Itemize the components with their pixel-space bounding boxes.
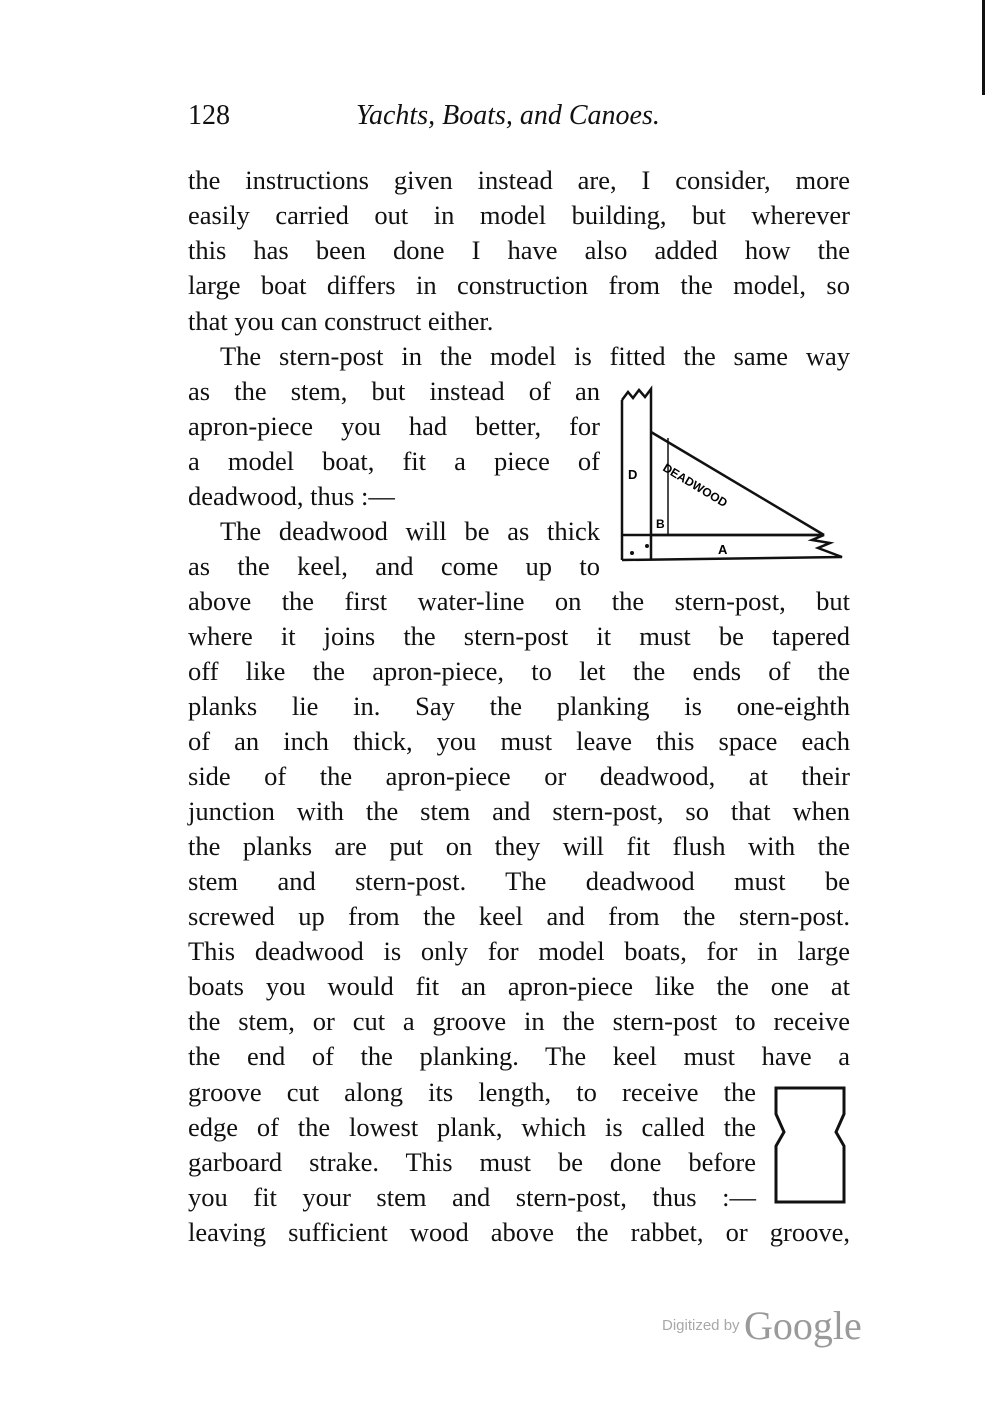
label-d: D <box>628 467 638 482</box>
text-line: leaving sufficient wood above the rabbet, or groove, <box>188 1217 850 1247</box>
page-number: 128 <box>188 100 230 131</box>
keel-section-outline <box>776 1088 844 1202</box>
text-line: where it joins the stern-post it must be tapered <box>188 621 850 651</box>
label-b: B <box>656 517 665 531</box>
text-line: you fit your stem and stern-post, thus :— <box>188 1182 756 1212</box>
text-line: screwed up from the keel and from the stern-post. <box>188 901 850 931</box>
text-line: as the stem, but instead of an <box>188 376 600 406</box>
text-line: that you can construct either. <box>188 306 494 336</box>
text-line: the planks are put on they will fit flush with the <box>188 831 850 861</box>
deadwood-hypotenuse <box>651 432 824 535</box>
page-header <box>188 100 850 140</box>
label-deadwood: DEADWOOD <box>660 460 730 511</box>
text-line: edge of the lowest plank, which is called the <box>188 1112 756 1142</box>
text-line: groove cut along its length, to receive the <box>188 1077 756 1107</box>
label-a: A <box>718 542 728 557</box>
text-line: stem and stern-post. The deadwood must be <box>188 866 850 896</box>
keel-mark <box>645 544 649 548</box>
text-line: as the keel, and come up to <box>188 551 600 581</box>
text-line: easily carried out in model building, but wherever <box>188 200 850 230</box>
text-line: The deadwood will be as thick <box>220 516 600 546</box>
text-line: apron-piece you had better, for <box>188 411 600 441</box>
text-line: this has been done I have also added how the <box>188 235 850 265</box>
text-line: side of the apron-piece or deadwood, at their <box>188 761 850 791</box>
text-line: above the first water-line on the stern-post, but <box>188 586 850 616</box>
text-line: planks lie in. Say the planking is one-eighth <box>188 691 850 721</box>
text-line: deadwood, thus :— <box>188 481 395 511</box>
watermark-prefix: Digitized by <box>662 1317 740 1334</box>
keel-outline <box>622 535 842 560</box>
deadwood-figure <box>612 380 852 575</box>
text-line: of an inch thick, you must leave this space each <box>188 726 850 756</box>
keel-mark <box>630 551 634 555</box>
text-line: off like the apron-piece, to let the ends of the <box>188 656 850 686</box>
running-title: Yachts, Boats, and Canoes. <box>356 100 660 131</box>
keel-rabbet-figure <box>770 1082 850 1212</box>
digitized-watermark <box>662 1302 862 1352</box>
google-logo: Google <box>744 1303 862 1348</box>
text-line: garboard strake. This must be done before <box>188 1147 756 1177</box>
text-line: junction with the stem and stern-post, so that when <box>188 796 850 826</box>
text-line: This deadwood is only for model boats, for in large <box>188 936 850 966</box>
text-line: a model boat, fit a piece of <box>188 446 600 476</box>
text-line: the stem, or cut a groove in the stern-post to receive <box>188 1006 850 1036</box>
text-line: the end of the planking. The keel must have a <box>188 1041 850 1071</box>
text-line: boats you would fit an apron-piece like the one at <box>188 971 850 1001</box>
text-line: The stern-post in the model is fitted the same way <box>220 341 850 371</box>
page-edge-shadow <box>982 0 985 95</box>
text-line: large boat differs in construction from the model, so <box>188 270 850 300</box>
text-line: the instructions given instead are, I consider, more <box>188 165 850 195</box>
